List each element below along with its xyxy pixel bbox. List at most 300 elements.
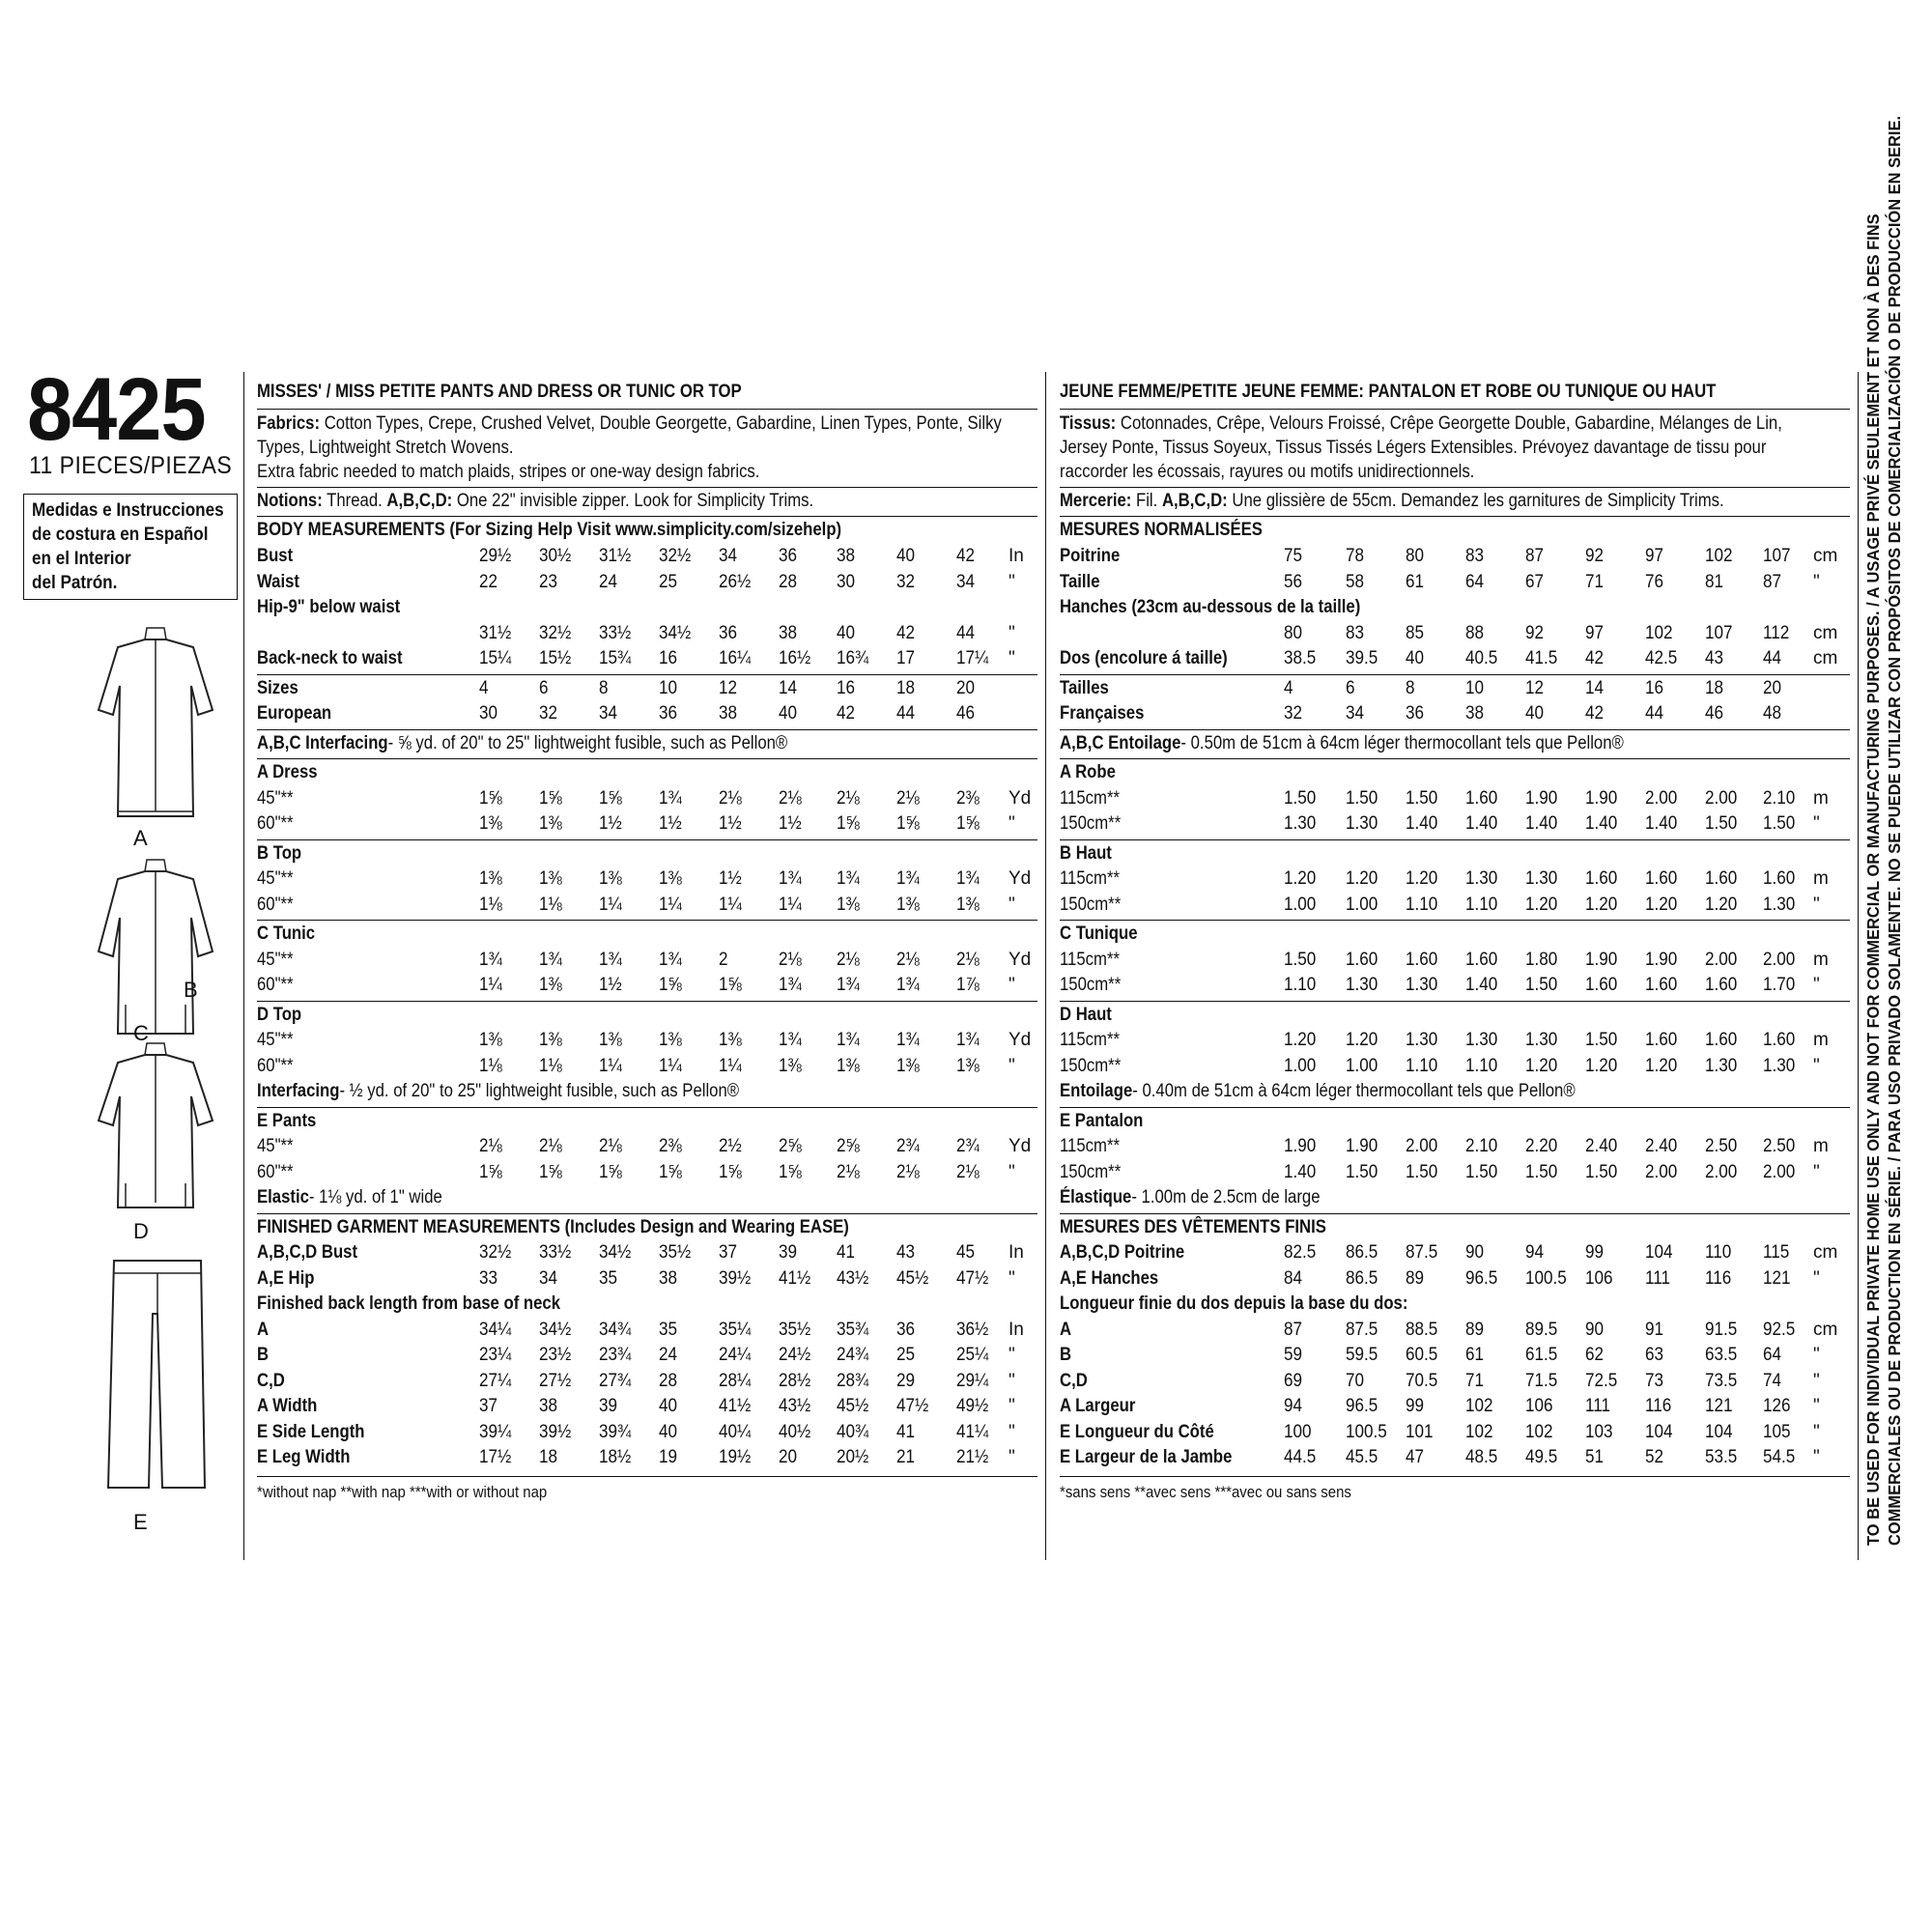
row-value: 1.30 — [1763, 894, 1796, 915]
row-label: E Pants — [257, 1110, 317, 1131]
footnote: *sans sens **avec sens ***avec ou sans sens — [1060, 1482, 1351, 1501]
row-value: 1⅜ — [539, 1030, 562, 1050]
row-label: 150cm** — [1060, 894, 1122, 915]
row-value: 6 — [1346, 677, 1355, 698]
row-value: 87 — [1284, 1319, 1303, 1340]
row-value: 31½ — [599, 546, 632, 566]
row-value: 1⅜ — [837, 894, 860, 915]
row-value: 42 — [956, 546, 976, 566]
row-value: 1.60 — [1346, 949, 1378, 970]
row-value: 21 — [896, 1447, 916, 1467]
row-note: - 1.00m de 2.5cm de large — [1131, 1187, 1321, 1208]
row-value: 1⅜ — [719, 1030, 742, 1050]
section-title: JEUNE FEMME/PETITE JEUNE FEMME: PANTALON ET ROBE OU TUNIQUE OU HAUT — [1060, 382, 1717, 402]
row-label: Élastique- 1.00m de 2.5cm de large — [1060, 1187, 1321, 1208]
row-unit: " — [1813, 1396, 1820, 1416]
row-value: 37 — [479, 1396, 498, 1416]
row-value: 1.00 — [1346, 894, 1378, 915]
notions-line — [257, 490, 813, 513]
row-value: 1¼ — [659, 1055, 682, 1076]
row-value: 111 — [1585, 1396, 1611, 1416]
row-value: 16¾ — [837, 648, 869, 668]
body-measurements-title: BODY MEASUREMENTS (For Sizing Help Visit www.simplicity.com/sizehelp) — [257, 520, 842, 540]
row-value: 58 — [1346, 571, 1365, 592]
row-label: Sizes — [257, 677, 298, 698]
row-unit: " — [1813, 1161, 1820, 1182]
row-value: 34 — [599, 703, 618, 724]
row-value: 32½ — [539, 622, 572, 643]
row-label: Waist — [257, 571, 299, 592]
row-value: 111 — [1645, 1267, 1671, 1289]
row-value: 21½ — [956, 1447, 989, 1467]
row-value: 61.5 — [1525, 1345, 1558, 1365]
row-value: 18½ — [599, 1447, 632, 1467]
row-unit: Yd — [1009, 868, 1032, 889]
row-value: 32 — [1284, 703, 1303, 724]
row-value: 29½ — [479, 546, 512, 566]
row-value: 1.00 — [1346, 1055, 1378, 1076]
row-value: 2.40 — [1645, 1136, 1678, 1156]
row-value: 85 — [1406, 622, 1425, 643]
row-value: 51 — [1585, 1447, 1605, 1467]
row-value: 112 — [1763, 622, 1790, 643]
row-value: 47½ — [956, 1267, 989, 1289]
row-value: 24¼ — [719, 1345, 752, 1365]
row-value: 102 — [1645, 622, 1673, 643]
row-value: 36½ — [956, 1319, 989, 1340]
row-value: 20½ — [837, 1447, 869, 1467]
row-value: 1.50 — [1465, 1161, 1498, 1182]
row-value: 2⅛ — [896, 1161, 920, 1182]
row-value: 52 — [1645, 1447, 1664, 1467]
row-value: 39 — [779, 1242, 798, 1263]
row-value: 39 — [599, 1396, 618, 1416]
row-label: Elastic- 1⅛ yd. of 1" wide — [257, 1187, 442, 1208]
row-value: 4 — [479, 677, 489, 698]
row-value: 1.40 — [1406, 813, 1438, 834]
row-value: 97 — [1645, 546, 1664, 566]
rule — [257, 487, 1037, 488]
row-value: 106 — [1525, 1396, 1553, 1416]
row-value: 20 — [956, 677, 976, 698]
notions-views: A,B,C,D: — [1161, 491, 1228, 511]
row-value: 88 — [1465, 622, 1485, 643]
row-value: 1.50 — [1585, 1030, 1618, 1050]
row-label: Taille — [1060, 571, 1100, 592]
row-value: 1⅜ — [479, 813, 502, 834]
row-value: 1.30 — [1346, 975, 1378, 995]
row-value: 35 — [659, 1319, 678, 1340]
row-value: 41 — [896, 1421, 916, 1442]
row-value: 1⅝ — [779, 1161, 802, 1182]
row-unit: " — [1009, 1345, 1015, 1365]
row-value: 35¾ — [837, 1319, 869, 1340]
row-value: 42 — [896, 622, 916, 643]
rule — [1060, 1001, 1850, 1002]
row-value: 20 — [1763, 677, 1782, 698]
row-value: 16¼ — [719, 648, 752, 668]
row-value: 70.5 — [1406, 1370, 1438, 1391]
row-value: 1½ — [779, 813, 802, 834]
row-value: 44 — [896, 703, 916, 724]
row-label: A — [257, 1319, 270, 1340]
row-label: 45"** — [257, 949, 294, 970]
row-label: B — [1060, 1345, 1072, 1365]
row-value: 33½ — [539, 1242, 572, 1263]
row-value: 2⅝ — [779, 1136, 802, 1156]
row-value: 38 — [837, 546, 856, 566]
view-a-dress-illustration — [99, 628, 213, 816]
row-label: Dos (encolure á taille) — [1060, 648, 1228, 668]
row-value: 48.5 — [1465, 1447, 1498, 1467]
row-value: 1.60 — [1763, 868, 1796, 889]
row-value: 1.30 — [1406, 975, 1438, 995]
row-value: 90 — [1465, 1242, 1485, 1263]
row-value: 102 — [1525, 1421, 1553, 1442]
row-label: A Dress — [257, 762, 318, 782]
row-value: 17½ — [479, 1447, 512, 1467]
row-value: 2.20 — [1525, 1136, 1558, 1156]
row-value: 1¾ — [837, 868, 860, 889]
row-value: 59 — [1284, 1345, 1303, 1365]
row-value: 73.5 — [1705, 1370, 1738, 1391]
row-value: 2⅜ — [659, 1136, 682, 1156]
row-value: 102 — [1465, 1396, 1493, 1416]
row-value: 24½ — [779, 1345, 811, 1365]
row-value: 1.20 — [1525, 894, 1558, 915]
view-label-b: B — [184, 978, 198, 1002]
row-label: FINISHED GARMENT MEASUREMENTS (Includes Design and Wearing EASE) — [257, 1216, 849, 1237]
row-value: 1.00 — [1284, 1055, 1317, 1076]
row-value: 2⅛ — [719, 787, 742, 809]
view-label-c: C — [133, 1021, 149, 1045]
row-value: 1.40 — [1585, 813, 1618, 834]
row-value: 34½ — [659, 622, 692, 643]
row-note: - 1⅛ yd. of 1" wide — [308, 1187, 442, 1208]
row-value: 89 — [1406, 1267, 1425, 1289]
row-value: 1.00 — [1284, 894, 1317, 915]
row-value: 87.5 — [1406, 1242, 1438, 1263]
row-value: 46 — [1705, 703, 1724, 724]
pieces-count: 11 PIECES/PIEZAS — [29, 452, 233, 479]
row-value: 1.30 — [1284, 813, 1317, 834]
row-value: 1.90 — [1346, 1136, 1378, 1156]
row-value: 1½ — [719, 813, 742, 834]
row-value: 56 — [1284, 571, 1303, 592]
row-label: A Width — [257, 1396, 318, 1416]
row-value: 116 — [1645, 1396, 1672, 1416]
row-value: 34½ — [599, 1242, 632, 1263]
rule — [1060, 1476, 1850, 1477]
rule — [257, 409, 1037, 410]
row-unit: " — [1813, 1267, 1820, 1289]
row-value: 15¼ — [479, 648, 512, 668]
row-label: Back-neck to waist — [257, 648, 403, 668]
row-value: 22 — [479, 571, 498, 592]
spanish-line: del Patrón. — [32, 573, 118, 593]
row-label: 60"** — [257, 975, 294, 995]
rule — [257, 1001, 1037, 1002]
row-value: 115 — [1763, 1242, 1790, 1263]
row-value: 71 — [1465, 1370, 1485, 1391]
row-unit: cm — [1813, 648, 1838, 668]
row-value: 25 — [896, 1345, 916, 1365]
row-value: 1⅜ — [539, 813, 562, 834]
row-label: A,E Hip — [257, 1267, 315, 1289]
row-value: 2.50 — [1705, 1136, 1738, 1156]
row-value: 1⅜ — [539, 975, 562, 995]
row-value: 104 — [1645, 1242, 1673, 1263]
row-value: 15½ — [539, 648, 572, 668]
row-value: 1¾ — [837, 975, 860, 995]
row-value: 1½ — [599, 975, 622, 995]
fabrics-line-2: Types, Lightweight Stretch Wovens. — [257, 438, 514, 458]
row-value: 30 — [837, 571, 856, 592]
row-value: 12 — [1525, 677, 1545, 698]
rule — [257, 1107, 1037, 1108]
row-unit: " — [1009, 894, 1015, 915]
row-value: 84 — [1284, 1267, 1303, 1289]
rule — [257, 1476, 1037, 1477]
row-label: 150cm** — [1060, 1161, 1122, 1182]
rule — [1060, 758, 1850, 759]
row-value: 1¾ — [659, 787, 682, 809]
row-value: 91 — [1645, 1319, 1664, 1340]
row-value: 15¾ — [599, 648, 632, 668]
row-label: 150cm** — [1060, 813, 1122, 834]
row-value: 23½ — [539, 1345, 572, 1365]
row-label: C Tunique — [1060, 923, 1138, 944]
row-value: 12 — [719, 677, 738, 698]
row-value: 1½ — [659, 813, 682, 834]
row-value: 33½ — [599, 622, 632, 643]
rule — [257, 516, 1037, 517]
row-value: 35½ — [779, 1319, 811, 1340]
row-label: 45"** — [257, 1030, 294, 1050]
row-value: 1¼ — [719, 1055, 742, 1076]
row-value: 32 — [896, 571, 916, 592]
row-value: 1.50 — [1346, 787, 1378, 809]
row-value: 16 — [1645, 677, 1664, 698]
row-value: 102 — [1465, 1421, 1493, 1442]
row-value: 34¾ — [599, 1319, 632, 1340]
row-value: 89.5 — [1525, 1319, 1558, 1340]
rule — [257, 758, 1037, 759]
row-value: 44 — [956, 622, 976, 643]
row-value: 2⅛ — [956, 1161, 980, 1182]
row-value: 1.20 — [1406, 868, 1438, 889]
row-value: 43½ — [837, 1267, 869, 1289]
notions-line — [1060, 490, 1724, 513]
row-value: 26½ — [719, 571, 752, 592]
row-value: 49.5 — [1525, 1447, 1558, 1467]
row-value: 2⅜ — [956, 787, 980, 809]
row-unit: m — [1813, 1030, 1829, 1050]
row-value: 121 — [1705, 1396, 1733, 1416]
row-value: 38 — [539, 1396, 558, 1416]
row-value: 2⅝ — [837, 1136, 860, 1156]
row-value: 14 — [779, 677, 798, 698]
row-unit: " — [1813, 1055, 1820, 1076]
row-value: 18 — [539, 1447, 558, 1467]
row-value: 1.50 — [1406, 1161, 1438, 1182]
row-value: 1⅛ — [539, 894, 562, 915]
row-value: 2⅛ — [539, 1136, 562, 1156]
fabrics-line — [1060, 412, 1782, 436]
row-value: 1.30 — [1406, 1030, 1438, 1050]
row-value: 1⅛ — [539, 1055, 562, 1076]
row-label: B Top — [257, 842, 302, 864]
row-value: 41 — [837, 1242, 856, 1263]
row-value: 40 — [1525, 703, 1545, 724]
row-value: 23¼ — [479, 1345, 512, 1365]
row-value: 45.5 — [1346, 1447, 1378, 1467]
row-value: 87 — [1525, 546, 1545, 566]
row-value: 1⅝ — [479, 787, 502, 809]
row-value: 34 — [719, 546, 738, 566]
row-value: 34¼ — [479, 1319, 512, 1340]
row-value: 1.10 — [1406, 1055, 1438, 1076]
rule — [1060, 729, 1850, 730]
row-value: 34 — [1346, 703, 1365, 724]
row-label: 150cm** — [1060, 1055, 1122, 1076]
row-value: 14 — [1585, 677, 1605, 698]
row-value: 1¾ — [956, 868, 980, 889]
row-label: Françaises — [1060, 703, 1145, 724]
row-value: 83 — [1465, 546, 1485, 566]
row-value: 1.70 — [1763, 975, 1796, 995]
row-value: 80 — [1406, 546, 1425, 566]
row-value: 2.50 — [1763, 1136, 1796, 1156]
row-value: 38 — [719, 703, 738, 724]
row-value: 2⅛ — [599, 1136, 622, 1156]
row-value: 2 — [719, 949, 728, 970]
section-title: MISSES' / MISS PETITE PANTS AND DRESS OR TUNIC OR TOP — [257, 382, 742, 402]
row-value: 28 — [779, 571, 798, 592]
row-value: 27¼ — [479, 1370, 512, 1391]
row-value: 1.60 — [1465, 949, 1498, 970]
row-value: 1.60 — [1645, 868, 1678, 889]
row-value: 2⅛ — [896, 787, 920, 809]
row-value: 1⅝ — [719, 975, 742, 995]
rule — [1060, 409, 1850, 410]
row-value: 1.60 — [1705, 1030, 1738, 1050]
view-e-pants-illustration — [108, 1261, 205, 1488]
row-label: 60"** — [257, 813, 294, 834]
row-label: 150cm** — [1060, 975, 1122, 995]
row-value: 28¾ — [837, 1370, 869, 1391]
row-value: 8 — [1406, 677, 1415, 698]
row-value: 1.50 — [1284, 949, 1317, 970]
row-value: 1.50 — [1284, 787, 1317, 809]
row-label: A,B,C,D Bust — [257, 1242, 358, 1263]
rule — [257, 839, 1037, 840]
row-value: 46 — [956, 703, 976, 724]
row-value: 100.5 — [1525, 1267, 1567, 1289]
row-label: 60"** — [257, 1055, 294, 1076]
row-value: 87 — [1763, 571, 1782, 592]
row-value: 38.5 — [1284, 648, 1317, 668]
row-value: 104 — [1645, 1421, 1673, 1442]
row-value: 60.5 — [1406, 1345, 1438, 1365]
row-value: 48 — [1763, 703, 1782, 724]
row-value: 1⅝ — [837, 813, 860, 834]
row-unit: Yd — [1009, 949, 1032, 970]
row-value: 1.30 — [1763, 1055, 1796, 1076]
rule — [257, 920, 1037, 921]
row-label: A Largeur — [1060, 1396, 1136, 1416]
row-value: 1⅛ — [479, 1055, 502, 1076]
row-unit: " — [1813, 571, 1820, 592]
row-value: 41½ — [719, 1396, 752, 1416]
row-unit: " — [1009, 571, 1015, 592]
row-unit: " — [1813, 975, 1820, 995]
fabrics-line-3: Extra fabric needed to match plaids, stripes or one-way design fabrics. — [257, 462, 760, 482]
row-value: 64 — [1465, 571, 1485, 592]
rule — [1060, 487, 1850, 488]
row-note: - 0.50m de 51cm à 64cm léger thermocollant tels que Pellon® — [1180, 732, 1624, 753]
row-value: 18 — [1705, 677, 1724, 698]
row-unit: Yd — [1009, 1136, 1032, 1156]
row-unit: In — [1009, 1242, 1024, 1263]
spanish-line: de costura en Español — [32, 525, 209, 545]
row-label: 60"** — [257, 1161, 294, 1182]
row-value: 82.5 — [1284, 1242, 1317, 1263]
row-value: 1¾ — [956, 1030, 980, 1050]
row-value: 103 — [1585, 1421, 1613, 1442]
rule — [257, 674, 1037, 675]
rule — [1060, 1107, 1850, 1108]
row-value: 1.10 — [1406, 894, 1438, 915]
row-label: E Side Length — [257, 1421, 365, 1442]
row-label: B Haut — [1060, 842, 1112, 864]
row-value: 41½ — [779, 1267, 811, 1289]
row-value: 86.5 — [1346, 1267, 1378, 1289]
row-value: 36 — [659, 703, 678, 724]
row-value: 100.5 — [1346, 1421, 1387, 1442]
row-value: 2⅛ — [779, 787, 802, 809]
row-value: 104 — [1705, 1421, 1733, 1442]
row-value: 42 — [1585, 703, 1605, 724]
row-value: 1.30 — [1465, 868, 1498, 889]
row-label: E Longueur du Côté — [1060, 1421, 1214, 1442]
row-value: 43 — [1705, 648, 1724, 668]
row-value: 53.5 — [1705, 1447, 1738, 1467]
row-unit: In — [1009, 546, 1024, 566]
row-value: 40 — [1406, 648, 1425, 668]
view-b-c-tunic-illustration — [99, 860, 213, 1034]
row-value: 1.10 — [1465, 894, 1498, 915]
notions-text: Une glissière de 55cm. Demandez les garnitures de Simplicity Trims. — [1227, 491, 1724, 511]
row-value: 61 — [1465, 1345, 1485, 1365]
row-value: 1¼ — [599, 1055, 622, 1076]
row-value: 1⅜ — [479, 868, 502, 889]
row-value: 2¾ — [896, 1136, 920, 1156]
row-label: C,D — [257, 1370, 285, 1391]
row-value: 1⅜ — [956, 1055, 980, 1076]
row-unit: cm — [1813, 1319, 1838, 1340]
row-value: 2¾ — [956, 1136, 980, 1156]
row-value: 1⅜ — [779, 1055, 802, 1076]
fabrics-line-2: Jersey Ponte, Tissus Soyeux, Tissus Tissés Légers Extensibles. Prévoyez davantage de tissu pour — [1060, 438, 1767, 458]
fabrics-line-3: raccorder les écossais, rayures ou motifs unidirectionnels. — [1060, 462, 1475, 482]
row-value: 80 — [1284, 622, 1303, 643]
row-value: 2⅛ — [779, 949, 802, 970]
footnote: *without nap **with nap ***with or without nap — [257, 1482, 548, 1501]
row-unit: " — [1009, 1370, 1015, 1391]
row-label: 115cm** — [1060, 787, 1120, 809]
row-value: 2.40 — [1585, 1136, 1618, 1156]
